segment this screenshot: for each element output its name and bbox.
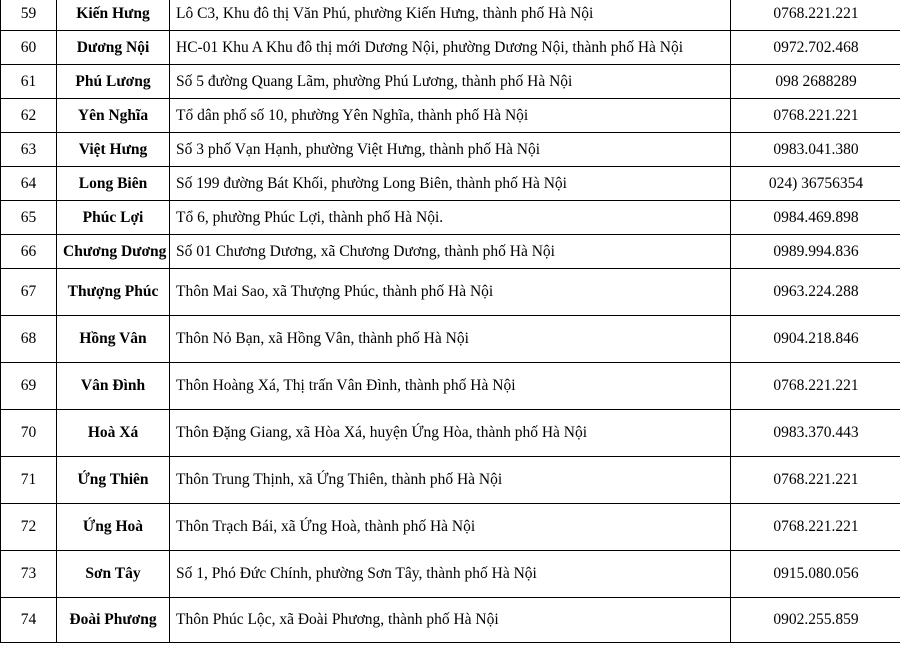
table-row — [1, 167, 900, 201]
ward-name: Phúc Lợi — [57, 201, 170, 235]
table-row — [1, 65, 900, 99]
table-row — [1, 99, 900, 133]
phone-number: 0989.994.836 — [731, 235, 900, 269]
phone-number: 0768.221.221 — [731, 363, 900, 410]
ward-name: Dương Nội — [57, 31, 170, 65]
row-number: 71 — [1, 457, 57, 504]
table-row — [1, 504, 900, 551]
address: Thôn Trung Thịnh, xã Ứng Thiên, thành phố Hà Nội — [170, 457, 731, 504]
ward-name: Chương Dương — [57, 235, 170, 269]
ward-name: Phú Lương — [57, 65, 170, 99]
row-number: 61 — [1, 65, 57, 99]
phone-number: 0983.041.380 — [731, 133, 900, 167]
row-number: 70 — [1, 410, 57, 457]
address: Số 3 phố Vạn Hạnh, phường Việt Hưng, thành phố Hà Nội — [170, 133, 731, 167]
address: Thôn Trạch Bái, xã Ứng Hoà, thành phố Hà Nội — [170, 504, 731, 551]
table-row — [1, 551, 900, 598]
table-row — [1, 363, 900, 410]
ward-name: Sơn Tây — [57, 551, 170, 598]
ward-name: Đoài Phương — [57, 598, 170, 643]
phone-number: 0768.221.221 — [731, 99, 900, 133]
address: Tổ 6, phường Phúc Lợi, thành phố Hà Nội. — [170, 201, 731, 235]
address: Số 01 Chương Dương, xã Chương Dương, thành phố Hà Nội — [170, 235, 731, 269]
ward-name: Long Biên — [57, 167, 170, 201]
row-number: 68 — [1, 316, 57, 363]
ward-name: Hoà Xá — [57, 410, 170, 457]
ward-name: Thượng Phúc — [57, 269, 170, 316]
row-number: 66 — [1, 235, 57, 269]
address: Số 1, Phó Đức Chính, phường Sơn Tây, thành phố Hà Nội — [170, 551, 731, 598]
row-number: 63 — [1, 133, 57, 167]
phone-number: 0972.702.468 — [731, 31, 900, 65]
phone-number: 0984.469.898 — [731, 201, 900, 235]
phone-number: 0768.221.221 — [731, 457, 900, 504]
ward-name: Việt Hưng — [57, 133, 170, 167]
phone-number: 0904.218.846 — [731, 316, 900, 363]
phone-number: 0983.370.443 — [731, 410, 900, 457]
address: Thôn Nỏ Bạn, xã Hồng Vân, thành phố Hà Nội — [170, 316, 731, 363]
directory-table-body — [1, 0, 900, 643]
row-number: 67 — [1, 269, 57, 316]
table-row — [1, 598, 900, 643]
address: Thôn Mai Sao, xã Thượng Phúc, thành phố Hà Nội — [170, 269, 731, 316]
address: Thôn Phúc Lộc, xã Đoài Phương, thành phố Hà Nội — [170, 598, 731, 643]
ward-name: Kiến Hưng — [57, 0, 170, 31]
ward-name: Vân Đình — [57, 363, 170, 410]
address: Lô C3, Khu đô thị Văn Phú, phường Kiến Hưng, thành phố Hà Nội — [170, 0, 731, 31]
table-row — [1, 133, 900, 167]
row-number: 74 — [1, 598, 57, 643]
table-row — [1, 201, 900, 235]
address: HC-01 Khu A Khu đô thị mới Dương Nội, phường Dương Nội, thành phố Hà Nội — [170, 31, 731, 65]
row-number: 59 — [1, 0, 57, 31]
row-number: 72 — [1, 504, 57, 551]
row-number: 60 — [1, 31, 57, 65]
phone-number: 0963.224.288 — [731, 269, 900, 316]
row-number: 62 — [1, 99, 57, 133]
phone-number: 024) 36756354 — [731, 167, 900, 201]
table-row — [1, 316, 900, 363]
row-number: 73 — [1, 551, 57, 598]
address: Thôn Hoàng Xá, Thị trấn Vân Đình, thành phố Hà Nội — [170, 363, 731, 410]
table-row — [1, 31, 900, 65]
address: Số 5 đường Quang Lãm, phường Phú Lương, thành phố Hà Nội — [170, 65, 731, 99]
table-row — [1, 269, 900, 316]
phone-number: 0768.221.221 — [731, 504, 900, 551]
ward-name: Ứng Thiên — [57, 457, 170, 504]
table-row — [1, 235, 900, 269]
address: Tổ dân phố số 10, phường Yên Nghĩa, thành phố Hà Nội — [170, 99, 731, 133]
row-number: 65 — [1, 201, 57, 235]
phone-number: 0902.255.859 — [731, 598, 900, 643]
table-row — [1, 457, 900, 504]
address: Số 199 đường Bát Khối, phường Long Biên, thành phố Hà Nội — [170, 167, 731, 201]
ward-name: Yên Nghĩa — [57, 99, 170, 133]
address: Thôn Đặng Giang, xã Hòa Xá, huyện Ứng Hòa, thành phố Hà Nội — [170, 410, 731, 457]
row-number: 69 — [1, 363, 57, 410]
phone-number: 098 2688289 — [731, 65, 900, 99]
ward-name: Hồng Vân — [57, 316, 170, 363]
row-number: 64 — [1, 167, 57, 201]
phone-number: 0768.221.221 — [731, 0, 900, 31]
table-row — [1, 0, 900, 31]
table-row — [1, 410, 900, 457]
phone-number: 0915.080.056 — [731, 551, 900, 598]
ward-name: Ứng Hoà — [57, 504, 170, 551]
